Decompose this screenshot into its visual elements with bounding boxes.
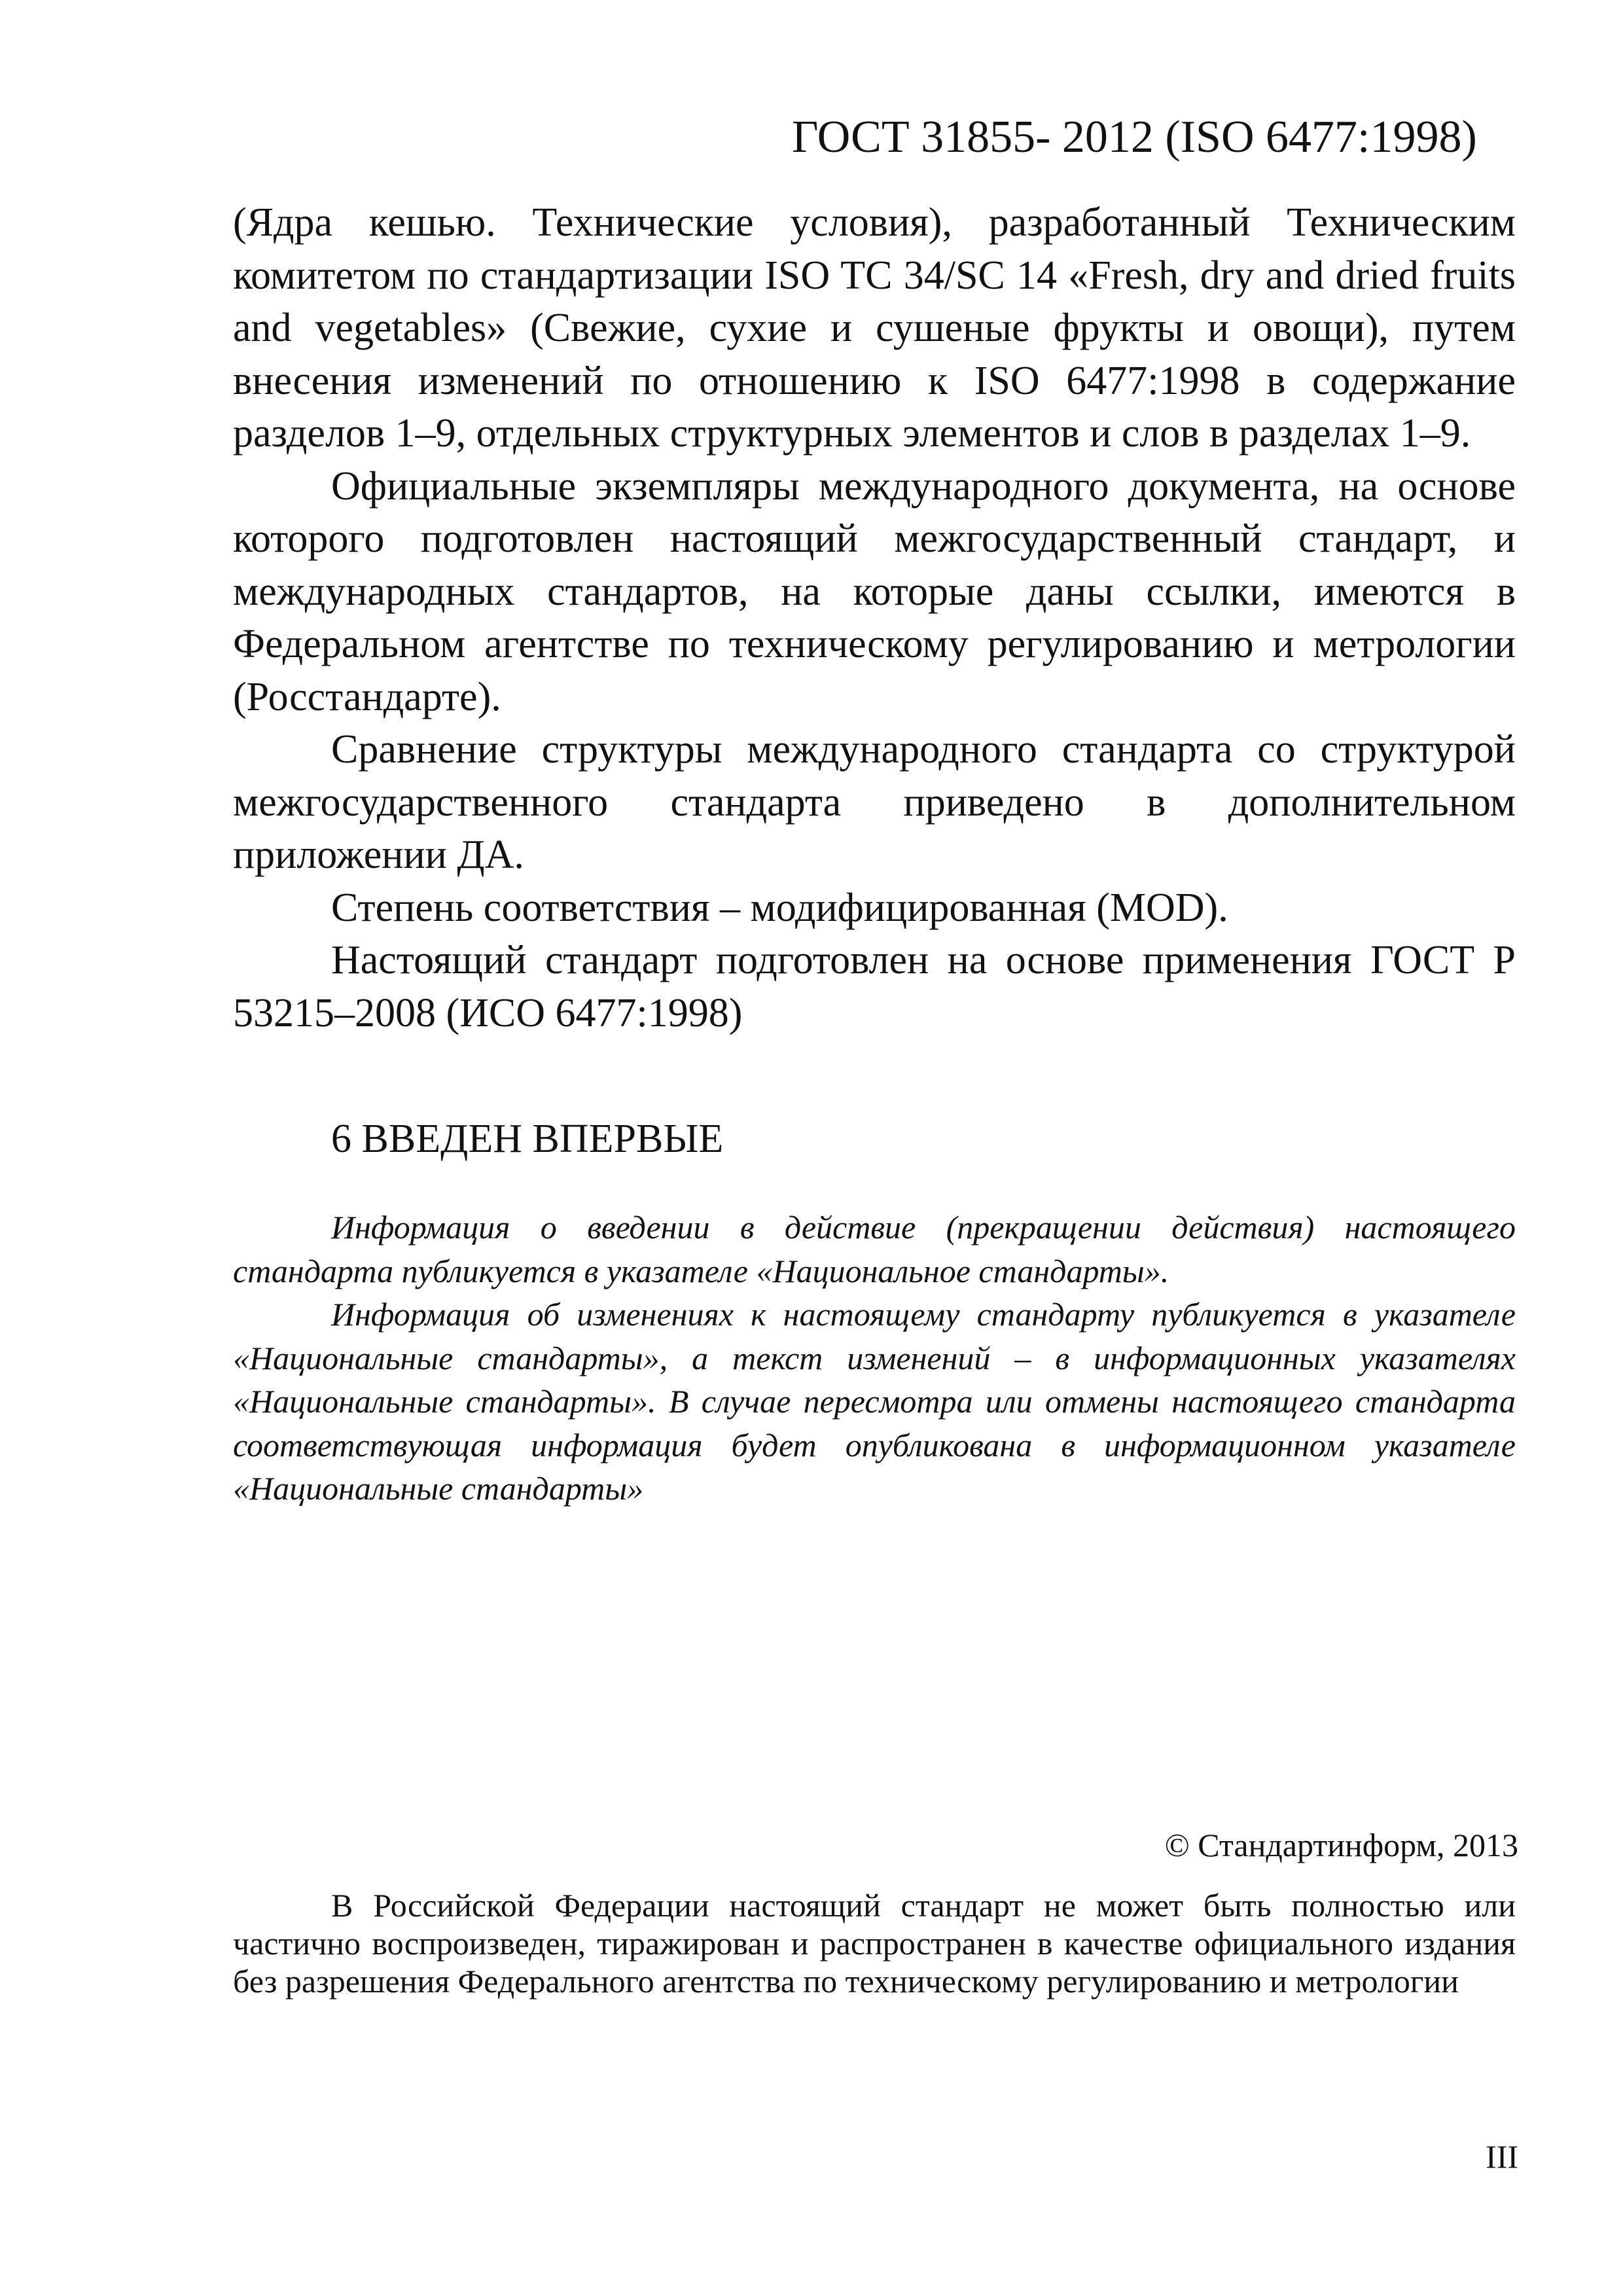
paragraph-based-on: Настоящий стандарт подготовлен на основе применения ГОСТ Р 53215–2008 (ИСО 6477:1998) [233,938,1516,1035]
section-title: 6 ВВЕДЕН ВПЕРВЫЕ [331,1117,724,1161]
info-paragraph-introduction: Информация о введении в действие (прекращении действия) настоящего стандарта публикуется в указателе «Национальное стандарты». [233,1209,1516,1289]
paragraph-continuation: (Ядра кешью. Технические условия), разработанный Техническим комитетом по стандартизации ISO TC 34/SC 14 «Fresh, dry and dried fruits and vegetables» (Свежие, сухие и сушеные фрукты и овощи), путем внесения изменений по отношению к ISO 6477:1998 в содержание разделов 1–9, отдельных структурных элементов и слов в разделах 1–9. [233,200,1516,456]
rights-notice: В Российской Федерации настоящий стандарт не может быть полностью или частично воспроизведен, тиражирован и распространен в качестве официального издания без разрешения Федерального агентства по техническому регулированию и метрологии [233,1887,1516,2000]
preface-body [233,196,1516,1039]
paragraph-structure-comparison: Сравнение структуры международного стандарта со структурой межгосударственного стандарта приведено в дополнительном приложении ДА. [233,727,1516,877]
info-block [233,1206,1516,1511]
info-paragraph-changes: Информация об изменениях к настоящему стандарту публикуется в указателе «Национальные стандарты», а текст изменений – в информационных указателях «Национальные стандарты». В случае пересмотра или отмены настоящего стандарта соответствующая информация будет опубликована в информационном указателе «Национальные стандарты» [233,1296,1516,1507]
copyright-notice: © Стандартинформ, 2013 [1164,1827,1518,1863]
paragraph-official-copies: Официальные экземпляры международного документа, на основе которого подготовлен настоящий межгосударственный стандарт, и международных стандартов, на которые даны ссылки, имеются в Федеральном агентстве по техническому регулированию и метрологии (Росстандарте). [233,463,1516,719]
page-number: III [1486,2138,1518,2175]
paragraph-conformity-degree: Степень соответствия – модифицированная (MOD). [331,885,1228,930]
document-header-title: ГОСТ 31855- 2012 (ISO 6477:1998) [792,112,1477,162]
